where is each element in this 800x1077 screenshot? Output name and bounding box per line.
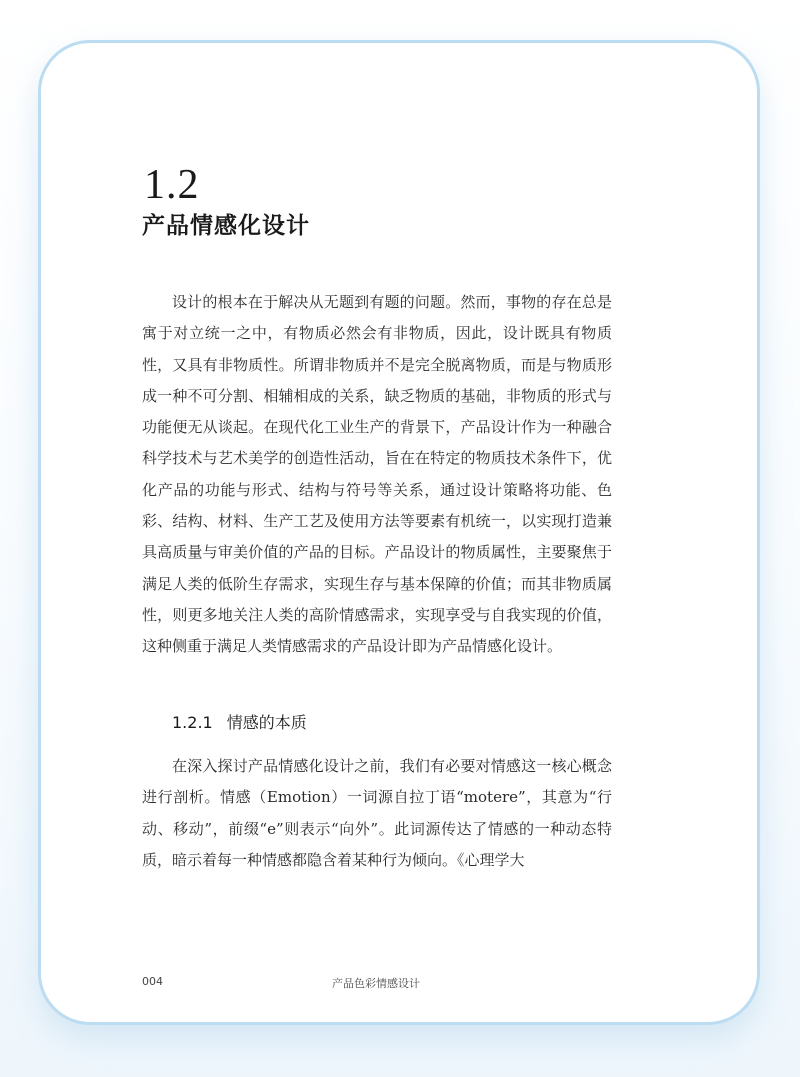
book-page	[38, 40, 760, 1025]
subsection-number: 1.2.1	[172, 713, 213, 732]
page-footer	[142, 975, 662, 995]
running-title: 产品色彩情感设计	[332, 977, 420, 990]
page-number: 004	[142, 975, 163, 988]
subsection-title: 情感的本质	[226, 713, 307, 732]
section-number: 1.2	[144, 162, 200, 208]
body-paragraph: 在深入探讨产品情感化设计之前，我们有必要对情感这一核心概念进行剖析。情感（Emotion）一词源自拉丁语“motere”，其意为“行动、移动”，前缀“e”则表示“向外”。此词源传达了情感的一种动态特质，暗示着每一种情感都隐含着某种行为倾向。《心理学大	[142, 757, 612, 869]
body-paragraph: 设计的根本在于解决从无题到有题的问题。然而，事物的存在总是寓于对立统一之中，有物质必然会有非物质，因此，设计既具有物质性，又具有非物质性。所谓非物质并不是完全脱离物质，而是与物质形成一种不可分割、相辅相成的关系，缺乏物质的基础，非物质的形式与功能便无从谈起。在现代化工业生产的背景下，产品设计作为一种融合科学技术与艺术美学的创造性活动，旨在在特定的物质技术条件下，优化产品的功能与形式、结构与符号等关系，通过设计策略将功能、色彩、结构、材料、生产工艺及使用方法等要素有机统一，以实现打造兼具高质量与审美价值的产品的目标。产品设计的物质属性，主要聚焦于满足人类的低阶生存需求，实现生存与基本保障的价值；而其非物质属性，则更多地关注人类的高阶情感需求，实现享受与自我实现的价值，这种侧重于满足人类情感需求的产品设计即为产品情感化设计。	[142, 293, 612, 656]
section-title: 产品情感化设计	[142, 213, 310, 239]
subsection-heading	[172, 709, 307, 737]
